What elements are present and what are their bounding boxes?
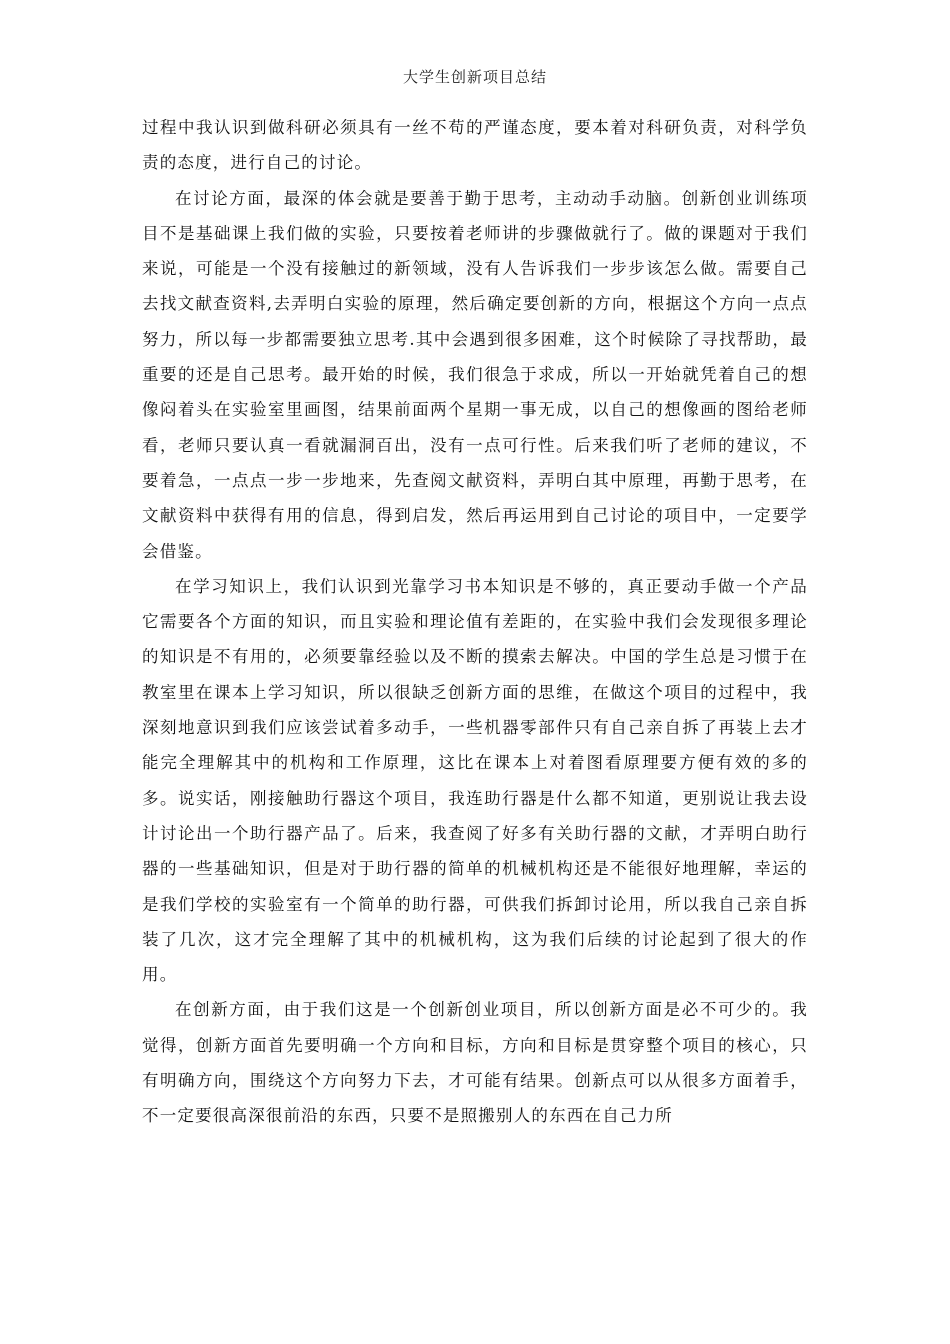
paragraph-4: 在创新方面，由于我们这是一个创新创业项目，所以创新方面是必不可少的。我觉得，创新方面首先要明确一个方向和目标，方向和目标是贯穿整个项目的核心，只有明确方向，围绕这个方向努力下去，才可能有结果。创新点可以从很多方面着手，不一定要很高深很前沿的东西，只要不是照搬别人的东西在自己力所 [142, 1000, 808, 1126]
paragraph-3: 在学习知识上，我们认识到光靠学习书本知识是不够的，真正要动手做一个产品它需要各个方面的知识，而且实验和理论值有差距的，在实验中我们会发现很多理论的知识是不有用的，必须要靠经验以及不断的摸索去解决。中国的学生总是习惯于在教室里在课本上学习知识，所以很缺乏创新方面的思维，在做这个项目的过程中，我深刻地意识到我们应该尝试着多动手，一些机器零部件只有自己亲自拆了再装上去才能完全理解其中的机构和工作原理，这比在课本上对着图看原理要方便有效的多的多。说实话，刚接触助行器这个项目，我连助行器是什么都不知道，更别说让我去设计讨论出一个助行器产品了。后来，我查阅了好多有关助行器的文献，才弄明白助行器的一些基础知识，但是对于助行器的简单的机械机构还是不能很好地理解，幸运的是我们学校的实验室有一个简单的助行器，可供我们拆卸讨论用，所以我自己亲自拆装了几次，这才完全理解了其中的机械机构，这为我们后续的讨论起到了很大的作用。 [142, 576, 808, 985]
paragraph-2: 在讨论方面，最深的体会就是要善于勤于思考，主动动手动脑。创新创业训练项目不是基础课上我们做的实验，只要按着老师讲的步骤做就行了。做的课题对于我们来说，可能是一个没有接触过的新领域，没有人告诉我们一步步该怎么做。需要自己去找文献查资料,去弄明白实验的原理，然后确定要创新的方向，根据这个方向一点点努力，所以每一步都需要独立思考.其中会遇到很多困难，这个时候除了寻找帮助，最重要的还是自己思考。最开始的时候，我们很急于求成，所以一开始就凭着自己的想像闷着头在实验室里画图，结果前面两个星期一事无成，以自己的想像画的图给老师看，老师只要认真一看就漏洞百出，没有一点可行性。后来我们听了老师的建议，不要着急，一点点一步一步地来，先查阅文献资料，弄明白其中原理，再勤于思考，在文献资料中获得有用的信息，得到启发，然后再运用到自己讨论的项目中，一定要学会借鉴。 [142, 188, 808, 561]
document-body [142, 110, 808, 1134]
page-header: 大学生创新项目总结 [402, 68, 547, 86]
paragraph-1: 过程中我认识到做科研必须具有一丝不苟的严谨态度，要本着对科研负责，对科学负责的态度，进行自己的讨论。 [142, 118, 808, 173]
